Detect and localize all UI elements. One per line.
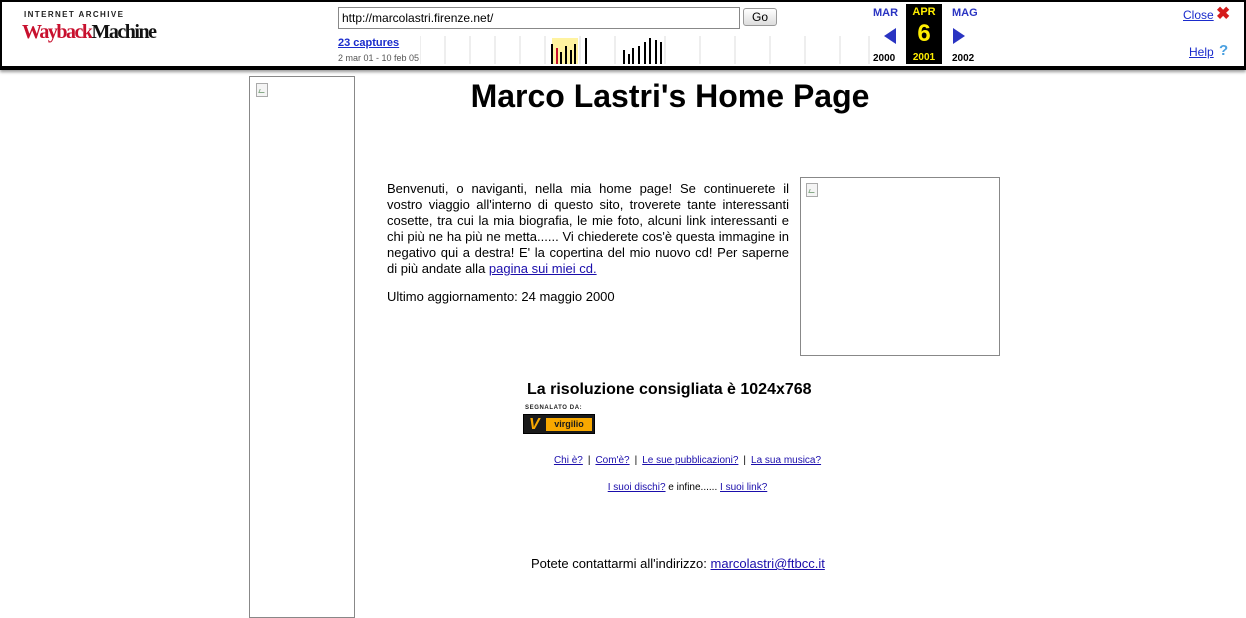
virgilio-badge[interactable]: [523, 405, 595, 435]
logo-wordmark: [22, 21, 155, 44]
nav-row-2: [360, 482, 1015, 493]
current-date-box: [906, 4, 942, 64]
contact-email-link[interactable]: marcolastri@ftbcc.it: [710, 556, 825, 571]
nav-link-musica[interactable]: La sua musica?: [751, 455, 822, 466]
contact-text: Potete contattarmi all'indirizzo:: [531, 556, 711, 571]
cd-cover-image: [800, 177, 1000, 356]
resolution-note: La risoluzione consigliata è 1024x768: [527, 381, 812, 398]
page-title: Marco Lastri's Home Page: [470, 78, 870, 114]
broken-image-icon: [806, 183, 818, 197]
next-year-label[interactable]: 2002: [952, 53, 975, 64]
current-month-label: APR: [912, 6, 936, 18]
nav-link-come[interactable]: Com'è?: [595, 455, 630, 466]
last-updated: Ultimo aggiornamento: 24 maggio 2000: [387, 289, 615, 304]
capture-timeline[interactable]: [420, 36, 870, 64]
cd-page-link[interactable]: pagina sui miei cd.: [488, 261, 597, 276]
badge-name: virgilio: [546, 418, 592, 431]
wayback-toolbar: [0, 0, 1246, 70]
captures-link[interactable]: 23 captures: [338, 37, 400, 49]
prev-year-label[interactable]: 2000: [873, 53, 896, 64]
nav-row2-text: e infine......: [665, 482, 721, 493]
next-month-label[interactable]: MAG: [952, 7, 978, 19]
prev-arrow-icon[interactable]: [884, 28, 896, 44]
close-x-icon[interactable]: ✖: [1216, 4, 1231, 23]
close-link[interactable]: Close: [1183, 8, 1214, 22]
logo-wayback-text: Wayback: [22, 21, 92, 43]
badge-logo: [523, 414, 595, 434]
logo-machine-text: Machine: [91, 21, 156, 43]
intro-paragraph: [387, 181, 789, 277]
go-button[interactable]: Go: [743, 8, 777, 26]
nav-link-dischi[interactable]: I suoi dischi?: [607, 482, 666, 493]
virgilio-v-icon: V: [529, 416, 540, 433]
nav-link-link[interactable]: I suoi link?: [720, 482, 768, 493]
broken-image-icon: [256, 83, 268, 97]
help-link[interactable]: Help: [1189, 45, 1214, 59]
capture-range: 2 mar 01 - 10 feb 05: [338, 53, 420, 63]
prev-month-label[interactable]: MAR: [873, 7, 899, 19]
intro-text: Benvenuti, o naviganti, nella mia home page! Se continuerete il vostro viaggio all'interno di questo sito, troverete tante interessanti cosette, tra cui la mia biografia, le mie foto, alcuni link interessanti e chi più ne ha più ne metta...... Vi chiederete cos'è questa immagine in negativo qui a destra! E' la copertina del mio nuovo cd! Per saperne di più andate alla: [387, 181, 789, 276]
nav-row-1: Chi è? | Com'è? | Le sue pubblicazioni? | La sua musica?: [553, 455, 822, 466]
logo-internet-archive-text: INTERNET ARCHIVE: [24, 10, 125, 19]
next-arrow-icon[interactable]: [953, 28, 965, 44]
current-day-label: 6: [917, 20, 931, 47]
contact-line: [531, 556, 825, 571]
nav-link-chi[interactable]: Chi è?: [553, 455, 583, 466]
question-mark-icon[interactable]: ?: [1219, 42, 1229, 59]
current-year-label: 2001: [912, 52, 936, 63]
nav-link-pubblicazioni[interactable]: Le sue pubblicazioni?: [642, 455, 739, 466]
badge-caption: SEGNALATO DA:: [525, 405, 583, 411]
url-input[interactable]: [338, 7, 740, 29]
left-frame: [249, 76, 355, 618]
wayback-logo[interactable]: [22, 8, 156, 48]
